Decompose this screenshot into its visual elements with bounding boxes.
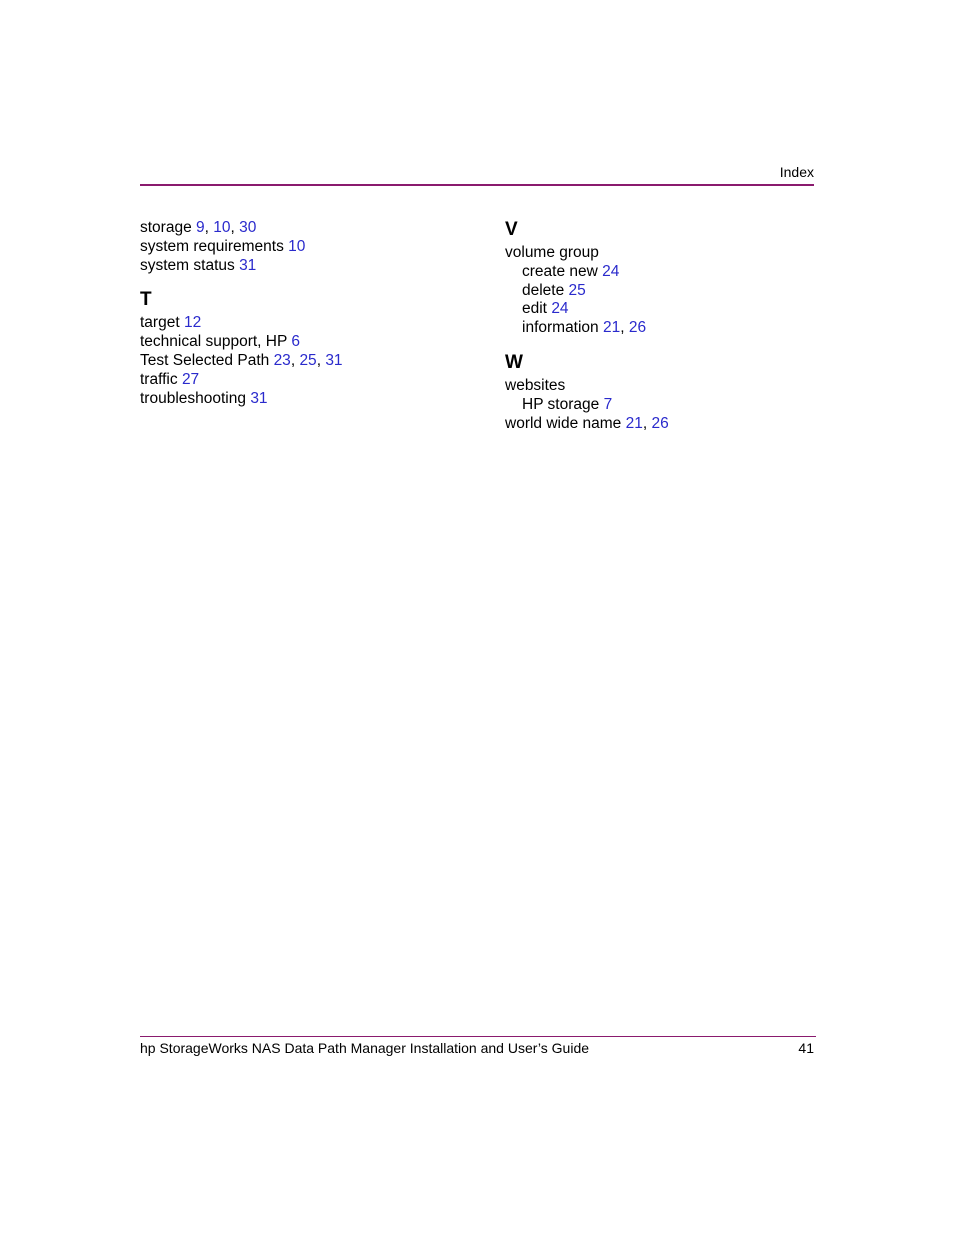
page-link[interactable]: 7 (603, 395, 613, 413)
page-link[interactable]: 10 (213, 219, 231, 236)
footer-title: hp StorageWorks NAS Data Path Manager Installation and User’s Guide (140, 1040, 590, 1056)
index-group-v (505, 244, 825, 338)
page-link[interactable]: 24 (602, 262, 620, 280)
index-term: Test Selected Path (140, 351, 270, 369)
index-term: information (522, 319, 599, 337)
page-link[interactable]: 27 (181, 370, 200, 388)
page-link[interactable]: 31 (250, 389, 268, 407)
page-link[interactable]: 26 (651, 414, 669, 432)
page-link[interactable]: 23 (273, 351, 291, 369)
page-link[interactable]: 25 (299, 351, 317, 369)
index-entry (140, 257, 480, 276)
index-entry: world wide name 21, 26 (505, 414, 669, 432)
page-link[interactable]: 21 (603, 319, 621, 337)
index-term: edit (522, 300, 547, 318)
section-letter-w: W (505, 351, 523, 373)
index-subentry (505, 282, 825, 301)
index-column-left (140, 219, 480, 408)
page-link[interactable]: 31 (239, 256, 257, 274)
index-term: technical support, HP (140, 333, 288, 351)
index-term: system status (140, 256, 235, 274)
index-group-s (140, 219, 480, 275)
page-number: 41 (798, 1040, 814, 1056)
page-link[interactable]: 25 (568, 281, 586, 299)
index-term: storage (140, 219, 192, 236)
index-subentry (505, 396, 825, 415)
index-column-right (505, 219, 825, 433)
header-label: Index (779, 164, 814, 180)
index-term: create new (522, 262, 598, 280)
index-term: delete (522, 281, 565, 299)
header-rule (140, 184, 814, 186)
index-entry (505, 377, 825, 396)
index-subentry (505, 263, 825, 282)
page-link[interactable]: 30 (239, 219, 257, 236)
section-letter-t: T (140, 289, 152, 311)
page-link[interactable]: 6 (291, 333, 300, 351)
index-term: HP storage (522, 395, 600, 413)
index-term: world wide name (505, 414, 622, 432)
index-subentry: information 21, 26 (522, 319, 647, 337)
page-link[interactable]: 31 (325, 351, 343, 369)
index-entry (140, 371, 480, 390)
section-letter-v: V (505, 219, 518, 240)
page-link[interactable]: 26 (628, 319, 647, 337)
index-group-t (140, 314, 480, 408)
index-group-w (505, 377, 825, 433)
index-entry (505, 244, 825, 263)
index-entry (140, 314, 480, 333)
page-link[interactable]: 24 (551, 300, 569, 318)
footer-rule (140, 1036, 816, 1037)
index-entry (140, 390, 480, 409)
index-entry: storage 9, 10, 30 (140, 219, 257, 236)
index-term: troubleshooting (140, 389, 246, 407)
page-link[interactable]: 12 (183, 314, 202, 332)
index-entry (140, 333, 480, 352)
page-link[interactable]: 9 (196, 219, 205, 236)
index-term: traffic (140, 370, 178, 388)
page-link[interactable]: 10 (288, 237, 306, 255)
index-entry: Test Selected Path 23, 25, 31 (140, 351, 343, 369)
page-link[interactable]: 21 (625, 414, 643, 432)
index-term: websites (505, 376, 566, 394)
index-term: target (140, 314, 180, 332)
index-term: volume group (505, 244, 599, 261)
index-subentry (505, 300, 825, 319)
index-term: system requirements (140, 237, 284, 255)
index-entry (140, 238, 480, 257)
